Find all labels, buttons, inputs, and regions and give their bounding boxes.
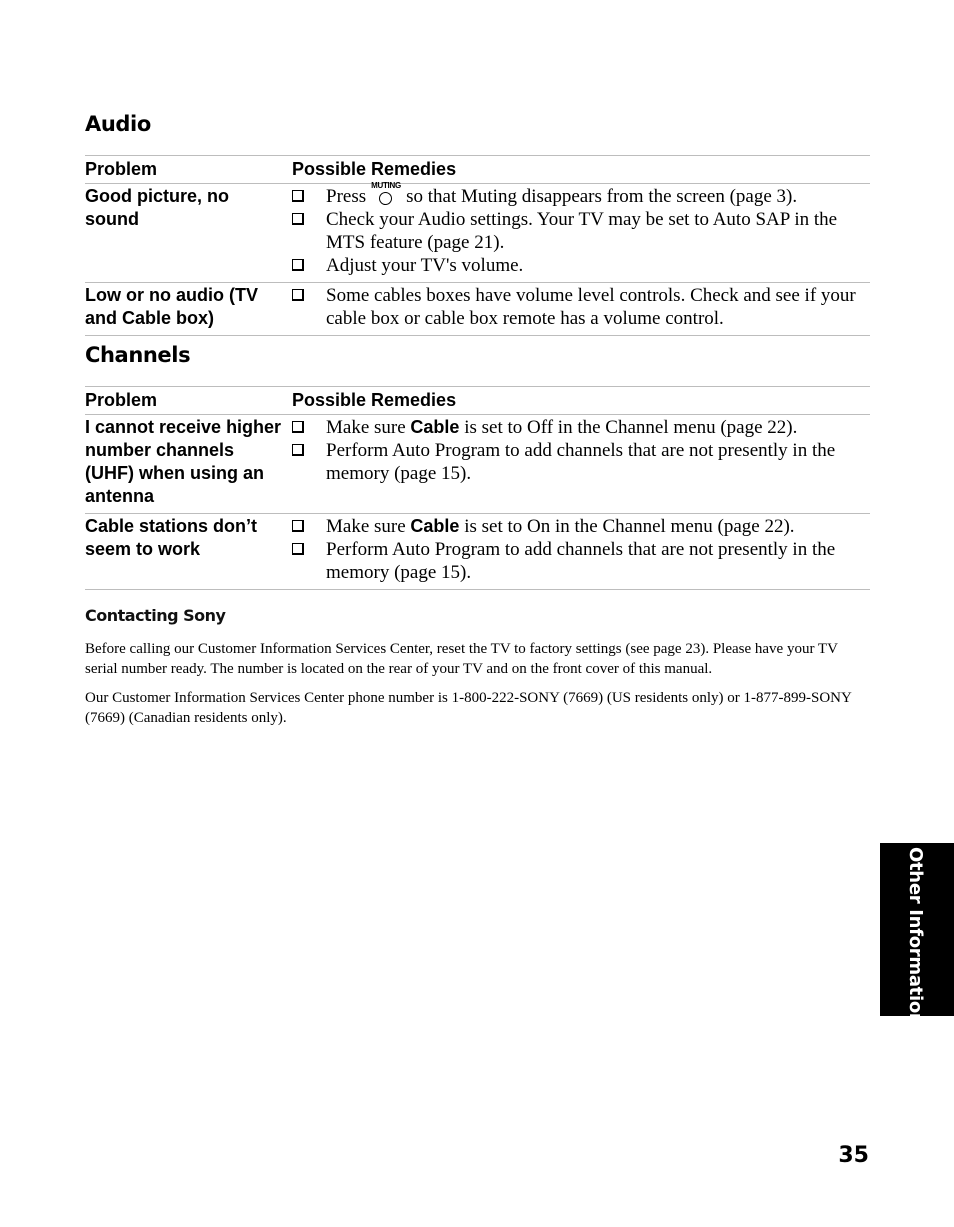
channels-troubleshooting-table: [85, 386, 870, 590]
page-number: 35: [838, 1143, 869, 1168]
checkbox-icon: [292, 543, 304, 555]
contacting-paragraph-2: Our Customer Information Services Center phone number is 1-800-222-SONY (7669) (US residents only) or 1-877-899-SONY (7669) (Canadian residents only).: [85, 690, 852, 726]
remedy-list: [292, 284, 860, 330]
remedy-list: [292, 181, 860, 277]
remedy-text: Make sure: [326, 417, 406, 438]
side-tab-label: Other Information: [905, 847, 926, 1026]
audio-heading: Audio: [85, 112, 151, 136]
channels-heading: Channels: [85, 343, 191, 367]
problem-cell: Good picture, no sound: [85, 184, 292, 283]
remedy-text: Some cables boxes have volume level controls. Check and see if your cable box or cable box remote has a volume control.: [326, 285, 856, 329]
remedy-list: [292, 515, 860, 584]
remedy-text: Perform Auto Program to add channels that are not presently in the memory (page 15).: [326, 440, 836, 484]
table-header-row: [85, 387, 870, 415]
muting-icon-label: MUTING: [371, 181, 401, 190]
remedy-text: Check your Audio settings. Your TV may be set to Auto SAP in the MTS feature (page 21).: [326, 209, 838, 253]
remedy-item: [292, 538, 860, 584]
column-header-problem: Problem: [85, 156, 292, 184]
checkbox-icon: [292, 213, 304, 225]
table-row: [85, 184, 870, 283]
checkbox-icon: [292, 421, 304, 433]
remedy-item: [292, 439, 860, 485]
checkbox-icon: [292, 289, 304, 301]
circle-icon: [379, 192, 392, 205]
remedies-cell: [292, 283, 870, 336]
table-row: [85, 415, 870, 514]
remedies-cell: [292, 181, 870, 283]
table-row: [85, 514, 870, 590]
remedy-item: [292, 181, 860, 208]
remedy-item: [292, 515, 860, 538]
column-header-remedies: Possible Remedies: [292, 156, 870, 184]
cable-term: Cable: [410, 516, 460, 536]
checkbox-icon: [292, 190, 304, 202]
checkbox-icon: [292, 259, 304, 271]
problem-cell: I cannot receive higher number channels (UHF) when using an antenna: [85, 415, 292, 514]
section-side-tab: [880, 843, 954, 1026]
problem-cell: Cable stations don’t seem to work: [85, 514, 292, 590]
column-header-remedies: Possible Remedies: [292, 387, 870, 415]
remedy-text: is set to Off in the Channel menu (page 22).: [464, 417, 798, 438]
remedy-item: [292, 284, 860, 330]
remedy-list: [292, 416, 860, 485]
remedy-text: is set to On in the Channel menu (page 22).: [464, 516, 795, 537]
contacting-paragraph-1: Before calling our Customer Information Services Center, reset the TV to factory settings (see page 23). Please have your TV serial number ready. The number is located on the rear of your TV and on the front cover of this manual.: [85, 641, 838, 677]
cable-term: Cable: [410, 417, 460, 437]
remedies-cell: [292, 415, 870, 514]
table-header-row: [85, 156, 870, 184]
remedy-text: so that Muting disappears from the screen (page 3).: [406, 186, 798, 207]
problem-cell: Low or no audio (TV and Cable box): [85, 283, 292, 336]
remedy-text: Make sure: [326, 516, 406, 537]
table-row: [85, 283, 870, 336]
remedies-cell: [292, 514, 870, 590]
remedy-item: [292, 254, 860, 277]
audio-troubleshooting-table: [85, 155, 870, 336]
remedy-text: Press: [326, 186, 367, 207]
remedy-item: [292, 208, 860, 254]
muting-button-icon: [370, 181, 402, 205]
column-header-problem: Problem: [85, 387, 292, 415]
remedy-item: [292, 416, 860, 439]
checkbox-icon: [292, 444, 304, 456]
checkbox-icon: [292, 520, 304, 532]
contacting-sony-heading: Contacting Sony: [85, 606, 226, 625]
remedy-text: Perform Auto Program to add channels that are not presently in the memory (page 15).: [326, 539, 836, 583]
remedy-text: Adjust your TV's volume.: [326, 255, 524, 276]
